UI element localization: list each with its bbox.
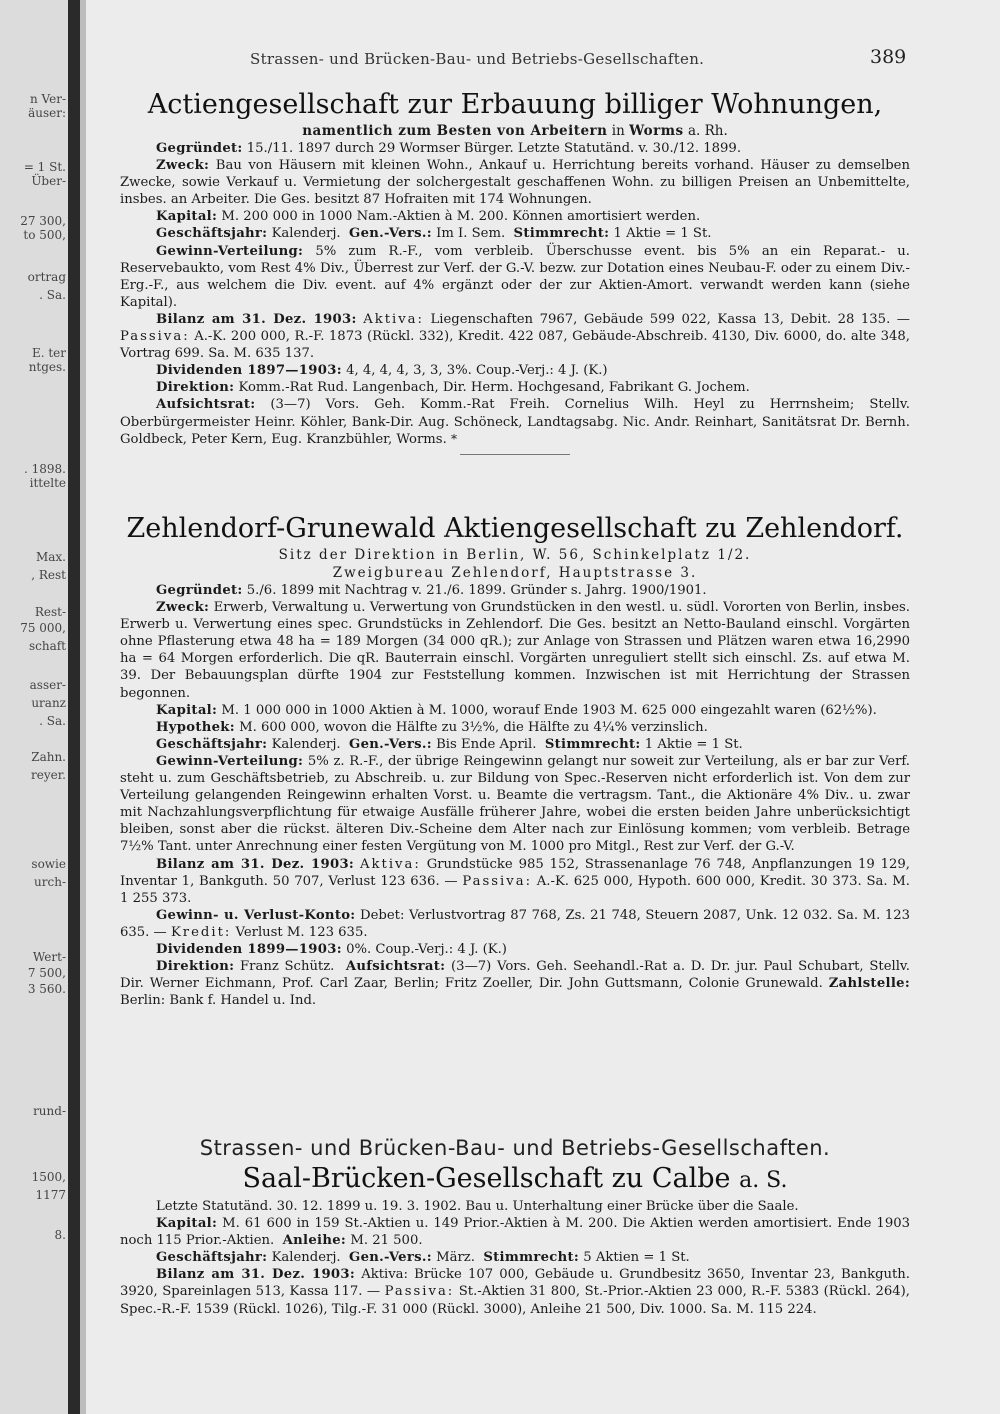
left-margin-text: sowie [31,857,66,871]
left-margin-text: äuser: [28,106,66,120]
left-margin-text: reyer. [31,768,66,782]
left-margin-text: 7 500, [27,966,66,980]
gegruendet: Gegründet: 15./11. 1897 durch 29 Wormser Bürger. Letzte Statutänd. v. 30./12. 1899. [156,141,742,156]
left-page-margin [0,0,68,1414]
gewinn-verlust-konto: Gewinn- u. Verlust-Konto: Debet: Verlustvortrag 87 768, Zs. 21 748, Steuern 2087, Unk. 12 032. Sa. M. 123 635. — Kredit: Verlust M. 123 635. [120,907,910,940]
left-margin-text: to 500, [23,228,66,242]
left-margin-text: = 1 St. [23,160,66,174]
sitz: Sitz der Direktion in Berlin, W. 56, Schinkelplatz 1/2. [278,547,752,563]
entry-calbe [120,1134,910,1318]
left-margin-text: Zahn. [31,750,66,764]
left-margin-text: uranz [31,696,66,710]
left-margin-text: . Sa. [39,288,66,302]
left-margin-text: 27 300, [20,214,66,228]
section-heading: Strassen- und Brücken-Bau- und Betriebs-Gesellschaften. [199,1136,831,1160]
left-margin-text: , Rest [31,568,66,582]
dividenden: Dividenden 1899—1903: 0%. Coup.-Verj.: 4 J. (K.) [156,941,507,957]
subtitle-city: Worms [629,123,684,139]
zweck: Zweck: Erwerb, Verwaltung u. Verwertung von Grundstücken in den westl. u. südl. Vororten von Berlin, insbes. Erwerb u. Verwertung eines spec. Grundstücks in Zehlendorf. Die Ges. besitzt an Netto-Bauland einschl. Vorgärten ohne Pflasterung etwa 48 ha = 189 Morgen (34 000 qR.); zur Anlage von Strassen und Plätzen waren etwa 16,2990 ha = 64 Morgen erforderlich. Die qR. Bauterrain einschl. Vorgärten unreguliert stellt sich einschl. Zs. auf etwa M. 39. Der Bebauungsplan dürfte 1904 zur Feststellung kommen. Inzwischen ist mit Herrichtung der Strassen begonnen. [120,600,910,701]
geschaeftsjahr: Geschäftsjahr: Kalenderj. Gen.-Vers.: März. Stimmrecht: 5 Aktien = 1 St. [156,1250,690,1266]
left-margin-text: asser- [29,678,66,692]
bilanz: Bilanz am 31. Dez. 1903: Aktiva: Liegenschaften 7967, Gebäude 599 022, Kassa 13, Debit. 28 135. — Passiva: A.-K. 200 000, R.-F. 1873 (Rückl. 332), Kredit. 422 087, Gebäude-Abschreib. 4130, Div. 6000, do. alte 348, Vortrag 699. Sa. M. 635 137. [120,311,910,362]
left-margin-text: Wert- [32,950,66,964]
page-number: 389 [870,46,907,68]
direktion-aufsichtsrat: Direktion: Franz Schütz. Aufsichtsrat: (3—7) Vors. Geh. Seehandl.-Rat a. D. Dr. jur. Paul Schubart, Stellv. Dir. Werner Eichmann, Prof. Carl Zaar, Berlin; Fritz Zoeller, Dir. John Guttsmann, Colonie Grunewald. Zahlstelle: Berlin: Bank f. Handel u. Ind. [120,959,911,1009]
left-margin-text: . 1898. [24,462,66,476]
gegruendet: Gegründet: 5./6. 1899 mit Nachtrag v. 21./6. 1899. Gründer s. Jahrg. 1900/1901. [156,583,707,598]
kapital: Kapital: M. 61 600 in 159 St.-Aktien u. 149 Prior.-Aktien à M. 200. Die Aktien werden amortisiert. Ende 1903 noch 115 Prior.-Aktien. Anleihe: M. 21 500. [120,1216,910,1249]
entry-zehlendorf [120,512,910,1009]
entry-title-suffix: a. S. [739,1168,788,1193]
left-margin-text: ittelte [29,476,66,490]
entry-title [120,1162,910,1198]
subtitle-bold: namentlich zum Besten von Arbeitern [302,123,608,139]
gewinn-verteilung: Gewinn-Verteilung: 5% z. R.-F., der übrige Reingewinn gelangt nur soweit zur Verteilung, als er bar zur Verf. steht u. zum Geschäftsbetrieb, zu Abschreib. u. zur Bildung von Spec.-Reserven nicht erforderlich ist. Von dem zur Verteilung gelangenden Reingewinn erhalten Vorst. u. Beamte die vertragsm. Tant., die Aktionäre 4% Div.. u. zwar mit Nachzahlungsverpflichtung für etwaige Ausfälle früherer Jahre, wobei die ersten beiden Jahre unberücksichtigt bleiben, sonst aber die rückst. älteren Div.-Scheine dem Alter nach zur Einlösung kommen; vom verbleib. Betrage 7½% Tant. unter Anrechnung einer festen Vergütung von M. 1000 pro Mitgl., Rest zur Verf. der G.-V. [120,753,910,855]
entry-title-main: Saal-Brücken-Gesellschaft zu Calbe [242,1163,731,1194]
left-margin-text: schaft [28,639,66,653]
geschaeftsjahr: Geschäftsjahr: Kalenderj. Gen.-Vers.: Bis Ende April. Stimmrecht: 1 Aktie = 1 St. [156,736,743,752]
section-rule [460,454,570,455]
direktion: Direktion: Komm.-Rat Rud. Langenbach, Dir. Herm. Hochgesand, Fabrikant G. Jochem. [156,380,750,396]
entry-title: Actiengesellschaft zur Erbauung billiger Wohnungen, [147,89,883,120]
left-margin-text: Rest- [34,605,66,619]
left-margin-text: E. ter [31,346,66,360]
geschaeftsjahr: Geschäftsjahr: Kalenderj. Gen.-Vers.: Im I. Sem. Stimmrecht: 1 Aktie = 1 St. [156,226,712,242]
left-margin-text: rund- [33,1104,66,1118]
zweigbureau: Zweigbureau Zehlendorf, Hauptstrasse 3. [332,565,698,581]
left-margin-text: Max. [35,550,66,564]
left-margin-text: ortrag [27,270,66,284]
intro: Letzte Statutänd. 30. 12. 1899 u. 19. 3. 1902. Bau u. Unterhaltung einer Brücke über die Saale. [156,1199,799,1214]
aufsichtsrat: Aufsichtsrat: (3—7) Vors. Geh. Komm.-Rat Freih. Cornelius Wilh. Heyl zu Herrnsheim; Stellv. Oberbürgermeister Heinr. Köhler, Bank-Dir. Aug. Schöneck, Landtagsabg. Nic. Andr. Reinhart, Sanitätsrat Dr. Bernh. Goldbeck, Peter Kern, Eug. Kranzbühler, Worms. * [120,397,910,447]
kapital: Kapital: M. 200 000 in 1000 Nam.-Aktien à M. 200. Können amortisiert werden. [156,209,701,225]
left-margin-text: 3 560. [27,982,66,996]
left-margin-text: ntges. [28,360,66,374]
left-margin-text: 75 000, [20,621,66,635]
subtitle-region: a. Rh. [687,123,728,139]
left-margin-text: . Sa. [39,714,66,728]
entry-title: Zehlendorf-Grunewald Aktiengesellschaft zu Zehlendorf. [126,513,904,544]
entry-worms [120,88,910,463]
book-gutter [68,0,80,1414]
bilanz: Bilanz am 31. Dez. 1903: Aktiva: Grundstücke 985 152, Strassenanlage 76 748, Anpflanzungen 19 129, Inventar 1, Bankguth. 50 707, Verlust 123 636. — Passiva: A.-K. 625 000, Hypoth. 600 000, Kredit. 30 373. Sa. M. 1 255 373. [120,856,910,906]
left-margin-text: 8. [54,1228,66,1242]
left-margin-text: 1177 [35,1188,66,1202]
gewinn-verteilung: Gewinn-Verteilung: 5% zum R.-F., vom verbleib. Überschusse event. bis 5% an ein Reparat.- u. Reservebaukto, vom Rest 4% Div., Überrest zur Verf. der G.-V. bezw. zur Dotation eines Neubau-F. oder zu einem Div.-Erg.-F., aus welchem die Div. event. auf 4% ergänzt oder der zur Aktien-Amort. verwandt werden kann (siehe Kapital). [120,243,910,310]
entry-subtitle [120,122,910,140]
left-margin-text: Über- [31,174,66,188]
subtitle-in: in [611,123,625,139]
kapital: Kapital: M. 1 000 000 in 1000 Aktien à M. 1000, worauf Ende 1903 M. 625 000 eingezahlt waren (62½%). [156,702,877,718]
zweck: Zweck: Bau von Häusern mit kleinen Wohn., Ankauf u. Herrichtung bereits vorhand. Häuser zu demselben Zwecke, sowie Verkauf u. Vermietung der solchergestalt geschaffenen Wohn. zu billigen Preisen an Unbemittelte, insbes. an Arbeiter. Die Ges. besitzt 87 Hofraiten mit 174 Wohnungen. [120,158,910,208]
left-margin-text: 1500, [31,1170,66,1184]
running-header: Strassen- und Brücken-Bau- und Betriebs-Gesellschaften. [250,50,705,68]
left-margin-text: n Ver- [30,92,66,106]
footnote-star: * [450,431,457,446]
left-margin-text: urch- [34,875,66,889]
dividenden: Dividenden 1897—1903: 4, 4, 4, 4, 3, 3, 3%. Coup.-Verj.: 4 J. (K.) [156,363,608,379]
hypothek: Hypothek: M. 600 000, wovon die Hälfte zu 3½%, die Hälfte zu 4¼% verzinslich. [156,719,708,735]
bilanz: Bilanz am 31. Dez. 1903: Aktiva: Brücke 107 000, Gebäude u. Grundbesitz 3650, Inventar 23, Bankguth. 3920, Spareinlagen 513, Kassa 117. — Passiva: St.-Aktien 31 800, St.-Prior.-Aktien 23 000, R.-F. 5383 (Rückl. 264), Spec.-R.-F. 1539 (Rückl. 1026), Tilg.-F. 31 000 (Rückl. 3000), Anleihe 21 500, Div. 1000. Sa. M. 115 224. [120,1267,910,1317]
